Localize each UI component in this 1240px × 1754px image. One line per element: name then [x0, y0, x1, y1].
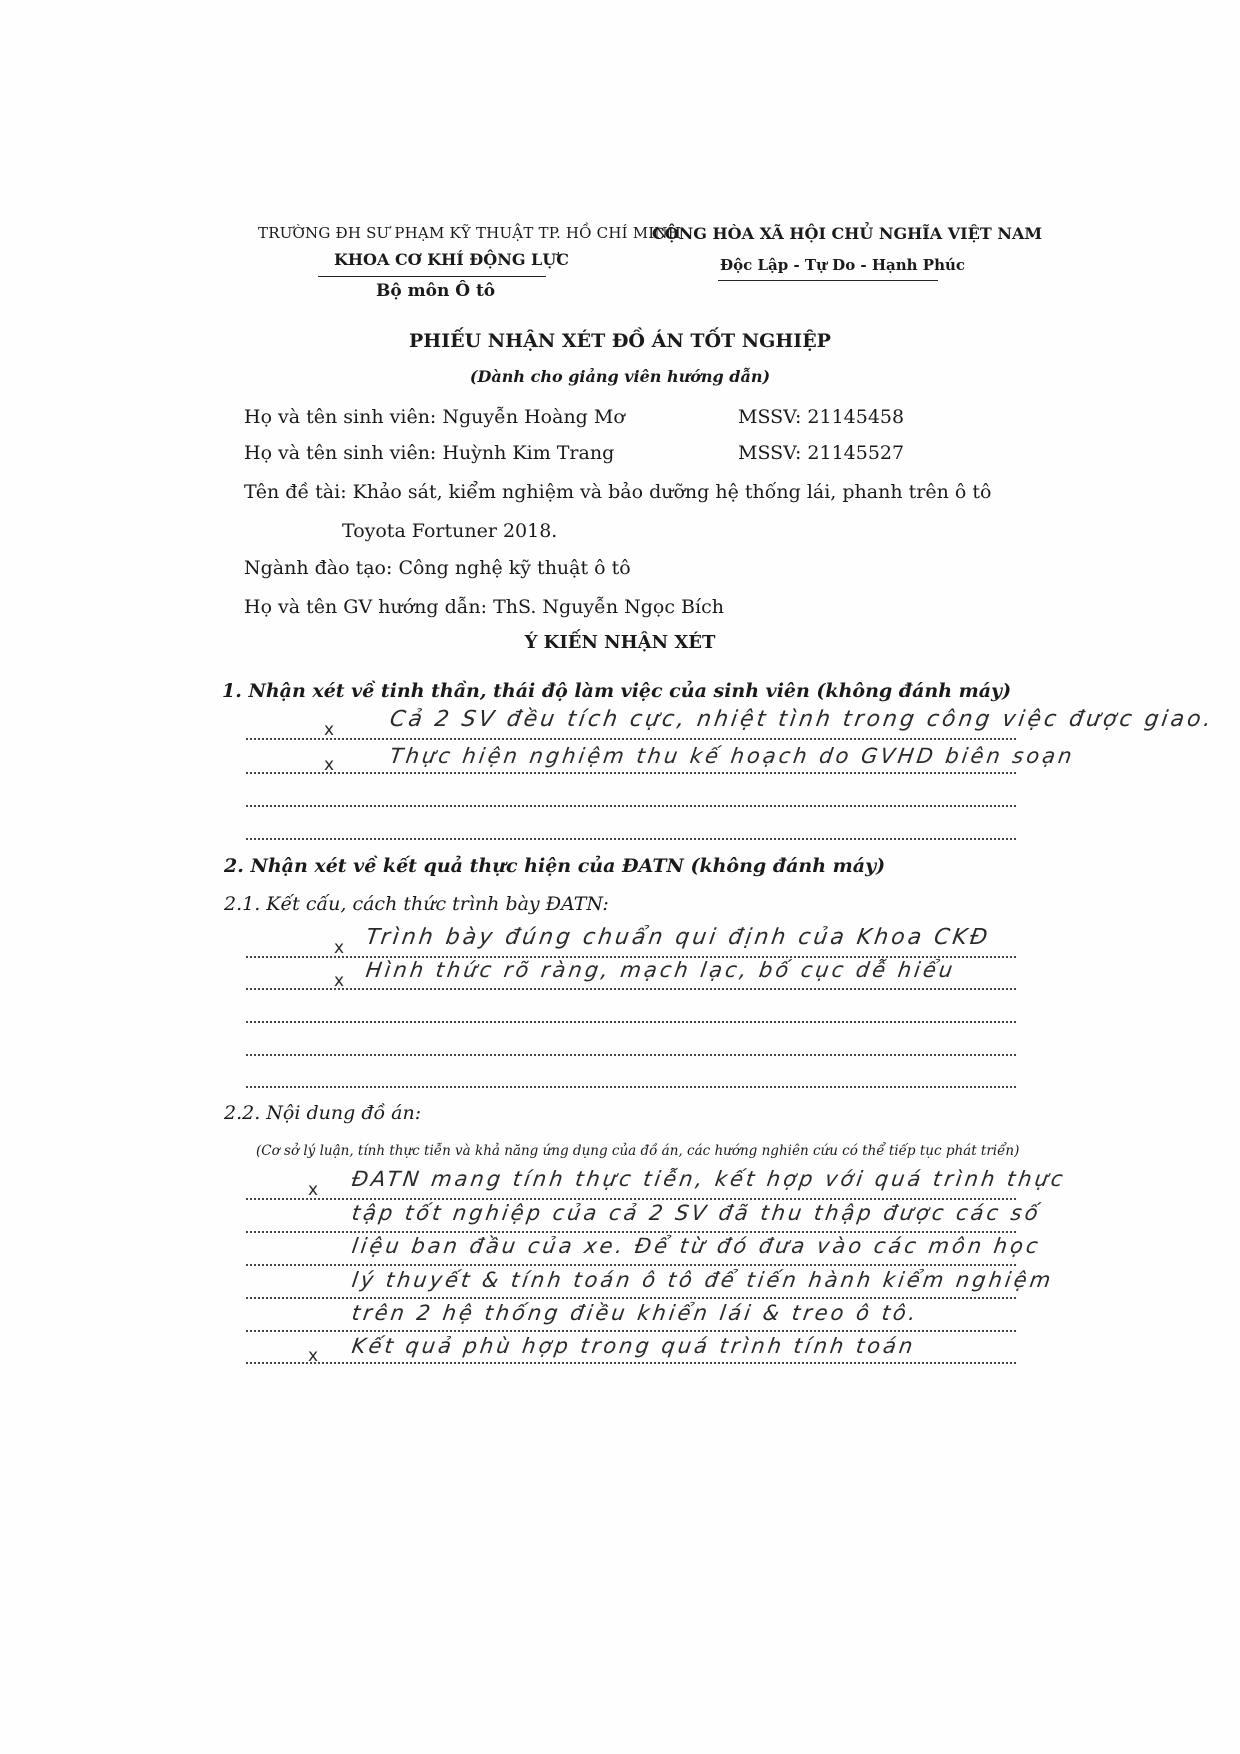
q22-answer-line-5 — [246, 1330, 1016, 1332]
form-subtitle: (Dành cho giảng viên hướng dẫn) — [469, 367, 771, 386]
advisor: Họ và tên GV hướng dẫn: ThS. Nguyễn Ngọc Bích — [244, 596, 724, 618]
bullet-mark-icon: x — [324, 720, 335, 740]
q22-handwritten-answer-2: tập tốt nghiệp của cả 2 SV đã thu thập được các số — [350, 1201, 1043, 1225]
bullet-mark-icon: x — [308, 1346, 319, 1366]
q22-answer-line-4 — [246, 1297, 1016, 1299]
q21-answer-line-5 — [246, 1086, 1016, 1088]
q1-answer-line-3 — [246, 805, 1016, 807]
bullet-mark-icon: x — [308, 1180, 319, 1200]
bullet-mark-icon: x — [334, 971, 345, 991]
bullet-mark-icon: x — [324, 755, 335, 775]
motto-underline — [718, 280, 938, 281]
faculty-underline — [318, 276, 546, 277]
q21-handwritten-answer-1: Trình bày đúng chuẩn qui định của Khoa CKĐ — [364, 925, 992, 950]
q22-answer-line-1 — [246, 1198, 1016, 1200]
q1-answer-line-2 — [246, 772, 1016, 774]
student2-id: MSSV: 21145527 — [738, 442, 905, 464]
q21-answer-line-3 — [246, 1021, 1016, 1023]
q1-handwritten-answer-1: Cả 2 SV đều tích cực, nhiệt tình trong công việc được giao. — [388, 707, 1216, 732]
question-2-2-note: (Cơ sở lý luận, tính thực tiễn và khả năng ứng dụng của đồ án, các hướng nghiên cứu có thể tiếp tục phát triển) — [256, 1143, 1020, 1159]
department-name: Bộ môn Ô tô — [376, 281, 496, 301]
question-2-title: 2. Nhận xét về kết quả thực hiện của ĐATN (không đánh máy) — [224, 855, 886, 877]
q22-answer-line-2 — [246, 1231, 1016, 1233]
school-name: TRƯỜNG ĐH SƯ PHẠM KỸ THUẬT TP. HỒ CHÍ MINH — [258, 224, 681, 242]
q22-handwritten-answer-5: trên 2 hệ thống điều khiển lái & treo ô tô. — [350, 1301, 921, 1325]
q21-handwritten-answer-2: Hình thức rõ ràng, mạch lạc, bố cục dễ hiểu — [364, 958, 958, 982]
country-name: CỘNG HÒA XÃ HỘI CHỦ NGHĨA VIỆT NAM — [652, 224, 1043, 243]
q22-handwritten-answer-3: liệu ban đầu của xe. Để từ đó đưa vào các môn học — [350, 1234, 1043, 1258]
student2-name: Họ và tên sinh viên: Huỳnh Kim Trang — [244, 442, 615, 464]
q21-answer-line-2 — [246, 988, 1016, 990]
q22-answer-line-3 — [246, 1264, 1016, 1266]
topic-line-2: Toyota Fortuner 2018. — [342, 520, 558, 542]
question-1-title: 1. Nhận xét về tinh thần, thái độ làm việc của sinh viên (không đánh máy) — [222, 680, 1012, 702]
faculty-name: KHOA CƠ KHÍ ĐỘNG LỰC — [334, 250, 569, 269]
student1-id: MSSV: 21145458 — [738, 406, 905, 428]
q21-answer-line-4 — [246, 1054, 1016, 1056]
major: Ngành đào tạo: Công nghệ kỹ thuật ô tô — [244, 557, 631, 579]
q22-answer-line-6 — [246, 1362, 1016, 1364]
q22-handwritten-answer-6: Kết quả phù hợp trong quá trình tính toán — [350, 1334, 918, 1358]
section-title: Ý KIẾN NHẬN XÉT — [524, 632, 716, 653]
topic-line-1: Tên đề tài: Khảo sát, kiểm nghiệm và bảo dưỡng hệ thống lái, phanh trên ô tô — [244, 481, 992, 503]
student1-name: Họ và tên sinh viên: Nguyễn Hoàng Mơ — [244, 406, 625, 428]
national-motto: Độc Lập - Tự Do - Hạnh Phúc — [720, 256, 966, 274]
q1-answer-line-4 — [246, 838, 1016, 840]
q22-handwritten-answer-4: lý thuyết & tính toán ô tô để tiến hành kiểm nghiệm — [350, 1268, 1055, 1292]
q1-answer-line-1 — [246, 738, 1016, 740]
question-2-1-title: 2.1. Kết cấu, cách thức trình bày ĐATN: — [224, 893, 609, 915]
form-title: PHIẾU NHẬN XÉT ĐỒ ÁN TỐT NGHIỆP — [409, 330, 831, 352]
q1-handwritten-answer-2: Thực hiện nghiệm thu kế hoạch do GVHD biên soạn — [388, 744, 1077, 768]
q22-handwritten-answer-1: ĐATN mang tính thực tiễn, kết hợp với quá trình thực — [350, 1167, 1068, 1191]
bullet-mark-icon: x — [334, 938, 345, 958]
question-2-2-title: 2.2. Nội dung đồ án: — [224, 1102, 422, 1124]
